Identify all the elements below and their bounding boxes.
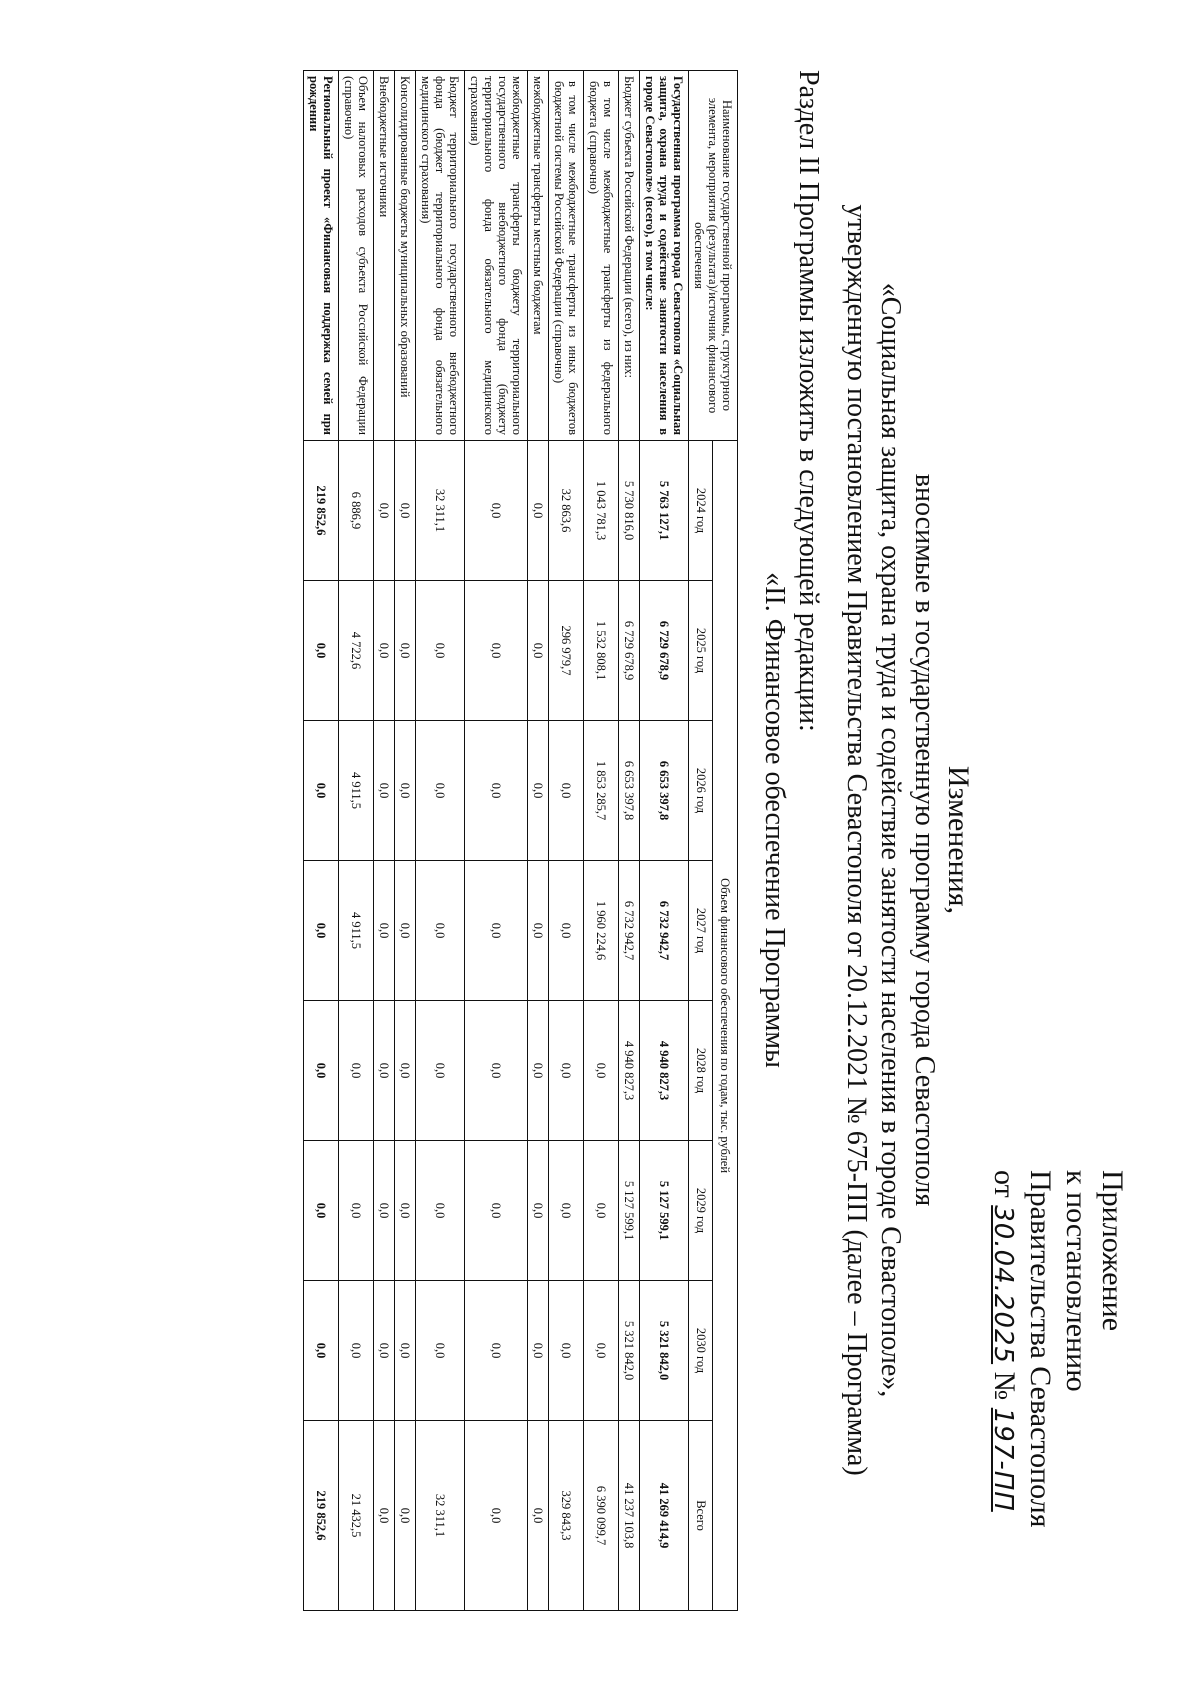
document-page <box>40 40 1160 1640</box>
cell-value: 0,0 <box>395 721 416 861</box>
header-group: Объем финансового обеспечения по годам, тыс. рублей <box>713 441 738 1611</box>
date-prefix: от <box>988 1170 1021 1198</box>
cell-total: 219 852,6 <box>304 1421 339 1611</box>
cell-value: 0,0 <box>465 1281 528 1421</box>
cell-value: 6 886,9 <box>339 441 374 581</box>
cell-value: 0,0 <box>549 1281 584 1421</box>
cell-value: 0,0 <box>374 1141 395 1281</box>
cell-value: 6 729 678,9 <box>640 581 689 721</box>
cell-value: 4 940 827,3 <box>619 1001 640 1141</box>
appendix-line-3: Правительства Севастополя <box>1024 1170 1057 1528</box>
cell-value: 0,0 <box>395 1001 416 1141</box>
cell-value: 0,0 <box>528 1001 549 1141</box>
cell-value: 0,0 <box>465 1001 528 1141</box>
cell-value: 6 729 678,9 <box>619 581 640 721</box>
cell-value: 0,0 <box>528 1141 549 1281</box>
cell-value: 0,0 <box>528 861 549 1001</box>
cell-total: 32 311,1 <box>416 1421 465 1611</box>
table-row <box>465 71 528 1611</box>
cell-value: 1 853 285,7 <box>584 721 619 861</box>
row-label: Региональный проект «Финансовая поддержка семей при рождении <box>304 71 339 441</box>
document-title <box>839 40 975 1640</box>
row-label: Бюджет субъекта Российской Федерации (всего), из них: <box>619 71 640 441</box>
cell-value: 0,0 <box>395 1141 416 1281</box>
row-label: Внебюджетные источники <box>374 71 395 441</box>
header-year: 2029 год <box>689 1141 714 1281</box>
section-line-2: «II. Финансовое обеспечение Программы <box>759 572 790 1068</box>
cell-value: 0,0 <box>374 721 395 861</box>
cell-value: 0,0 <box>549 1001 584 1141</box>
cell-value: 0,0 <box>395 1281 416 1421</box>
cell-value: 6 732 942,7 <box>619 861 640 1001</box>
table-row <box>549 71 584 1611</box>
cell-total: 6 390 099,7 <box>584 1421 619 1611</box>
row-label: Консолидированные бюджеты муниципальных образований <box>395 71 416 441</box>
cell-value: 0,0 <box>339 1001 374 1141</box>
cell-value: 0,0 <box>416 861 465 1001</box>
table-row <box>619 71 640 1611</box>
appendix-line-2: к постановлению <box>1060 1170 1093 1392</box>
cell-value: 1 532 808,1 <box>584 581 619 721</box>
appendix-date-line <box>985 1170 1022 1590</box>
cell-value: 296 979,7 <box>549 581 584 721</box>
cell-value: 5 321 842,0 <box>619 1281 640 1421</box>
cell-value: 0,0 <box>528 441 549 581</box>
cell-total: 41 237 103,8 <box>619 1421 640 1611</box>
cell-value: 0,0 <box>304 721 339 861</box>
header-total: Всего <box>689 1421 714 1611</box>
cell-value: 0,0 <box>465 861 528 1001</box>
row-label: в том числе межбюджетные трансферты из федерального бюджета (справочно) <box>584 71 619 441</box>
row-label: Бюджет территориального государственного внебюджетного фонда (бюджет территориального фонда обязательного медицинского страхования) <box>416 71 465 441</box>
cell-value: 0,0 <box>584 1141 619 1281</box>
cell-value: 6 732 942,7 <box>640 861 689 1001</box>
header-year: 2024 год <box>689 441 714 581</box>
table-row <box>304 71 339 1611</box>
header-name: Наименование государственной программы, структурного элемента, мероприятия (результата)/источник финансового обеспечения <box>689 71 738 441</box>
cell-value: 0,0 <box>416 1281 465 1421</box>
cell-value: 0,0 <box>374 1001 395 1141</box>
table-row <box>374 71 395 1611</box>
appendix-block <box>985 1170 1130 1590</box>
header-year: 2030 год <box>689 1281 714 1421</box>
row-label: Объем налоговых расходов субъекта Российской Федерации (справочно) <box>339 71 374 441</box>
appendix-line-1: Приложение <box>1096 1170 1129 1332</box>
cell-value: 0,0 <box>304 861 339 1001</box>
cell-value: 0,0 <box>304 1001 339 1141</box>
cell-value: 0,0 <box>416 1141 465 1281</box>
header-year: 2026 год <box>689 721 714 861</box>
table-row <box>416 71 465 1611</box>
title-line-2: вносимые в государственную программу города Севастополя <box>909 473 940 1207</box>
table-row <box>395 71 416 1611</box>
header-year: 2027 год <box>689 861 714 1001</box>
cell-value: 0,0 <box>395 441 416 581</box>
section-line-1: Раздел II Программы изложить в следующей редакции: <box>793 70 824 732</box>
cell-value: 0,0 <box>395 581 416 721</box>
cell-value: 0,0 <box>584 1281 619 1421</box>
financing-table <box>303 70 738 1611</box>
cell-value: 0,0 <box>339 1141 374 1281</box>
cell-value: 6 653 397,8 <box>640 721 689 861</box>
cell-value: 0,0 <box>374 861 395 1001</box>
row-label: Государственная программа города Севастополя «Социальная защита, охрана труда и содействие занятости населения в городе Севастополе» (всего), в том числе: <box>640 71 689 441</box>
cell-value: 0,0 <box>465 581 528 721</box>
cell-value: 5 730 816,0 <box>619 441 640 581</box>
cell-value: 0,0 <box>528 1281 549 1421</box>
row-label: межбюджетные трансферты бюджету территориального государственного внебюджетного фонда (бюджету территориального фонда обязательного медицинского страхования) <box>465 71 528 441</box>
row-label: межбюджетные трансферты местным бюджетам <box>528 71 549 441</box>
handwritten-number: 197-ПП <box>988 1407 1018 1512</box>
cell-value: 0,0 <box>549 721 584 861</box>
cell-value: 4 911,5 <box>339 861 374 1001</box>
header-year: 2025 год <box>689 581 714 721</box>
cell-value: 4 911,5 <box>339 721 374 861</box>
section-heading <box>757 70 825 1570</box>
cell-value: 0,0 <box>416 721 465 861</box>
title-line-4: утвержденную постановлением Правительства Севастополя от 20.12.2021 № 675-ПП (далее – Программа) <box>841 204 872 1476</box>
cell-value: 32 863,6 <box>549 441 584 581</box>
table-row <box>640 71 689 1611</box>
cell-value: 0,0 <box>549 861 584 1001</box>
table-row <box>528 71 549 1611</box>
cell-value: 0,0 <box>304 1141 339 1281</box>
cell-value: 0,0 <box>528 581 549 721</box>
cell-value: 5 127 599,1 <box>619 1141 640 1281</box>
cell-value: 5 321 842,0 <box>640 1281 689 1421</box>
cell-value: 0,0 <box>465 441 528 581</box>
cell-value: 5 127 599,1 <box>640 1141 689 1281</box>
cell-total: 41 269 414,9 <box>640 1421 689 1611</box>
cell-value: 0,0 <box>416 581 465 721</box>
cell-value: 0,0 <box>465 1141 528 1281</box>
cell-value: 6 653 397,8 <box>619 721 640 861</box>
title-line-3: «Социальная защита, охрана труда и содействие занятости населения в городе Севастополе», <box>875 282 906 1398</box>
cell-total: 0,0 <box>465 1421 528 1611</box>
handwritten-date: 30.04.2025 <box>988 1205 1018 1365</box>
cell-value: 0,0 <box>465 721 528 861</box>
cell-total: 0,0 <box>528 1421 549 1611</box>
cell-value: 0,0 <box>374 581 395 721</box>
cell-value: 4 940 827,3 <box>640 1001 689 1141</box>
cell-value: 0,0 <box>374 441 395 581</box>
title-line-1: Изменения, <box>942 765 975 915</box>
table-row <box>584 71 619 1611</box>
cell-value: 0,0 <box>374 1281 395 1421</box>
row-label: в том числе межбюджетные трансферты из иных бюджетов бюджетной системы Российской Федерации (справочно) <box>549 71 584 441</box>
cell-value: 0,0 <box>304 581 339 721</box>
cell-total: 0,0 <box>395 1421 416 1611</box>
table-row <box>339 71 374 1611</box>
cell-value: 0,0 <box>549 1141 584 1281</box>
cell-total: 0,0 <box>374 1421 395 1611</box>
cell-value: 0,0 <box>528 721 549 861</box>
cell-value: 32 311,1 <box>416 441 465 581</box>
cell-value: 219 852,6 <box>304 441 339 581</box>
cell-total: 329 843,3 <box>549 1421 584 1611</box>
cell-value: 1 043 781,3 <box>584 441 619 581</box>
cell-value: 4 722,6 <box>339 581 374 721</box>
cell-value: 1 960 224,6 <box>584 861 619 1001</box>
cell-total: 21 432,5 <box>339 1421 374 1611</box>
cell-value: 0,0 <box>304 1281 339 1421</box>
cell-value: 0,0 <box>584 1001 619 1141</box>
cell-value: 5 763 127,1 <box>640 441 689 581</box>
cell-value: 0,0 <box>395 861 416 1001</box>
number-prefix: № <box>988 1371 1021 1401</box>
cell-value: 0,0 <box>339 1281 374 1421</box>
header-year: 2028 год <box>689 1001 714 1141</box>
cell-value: 0,0 <box>416 1001 465 1141</box>
